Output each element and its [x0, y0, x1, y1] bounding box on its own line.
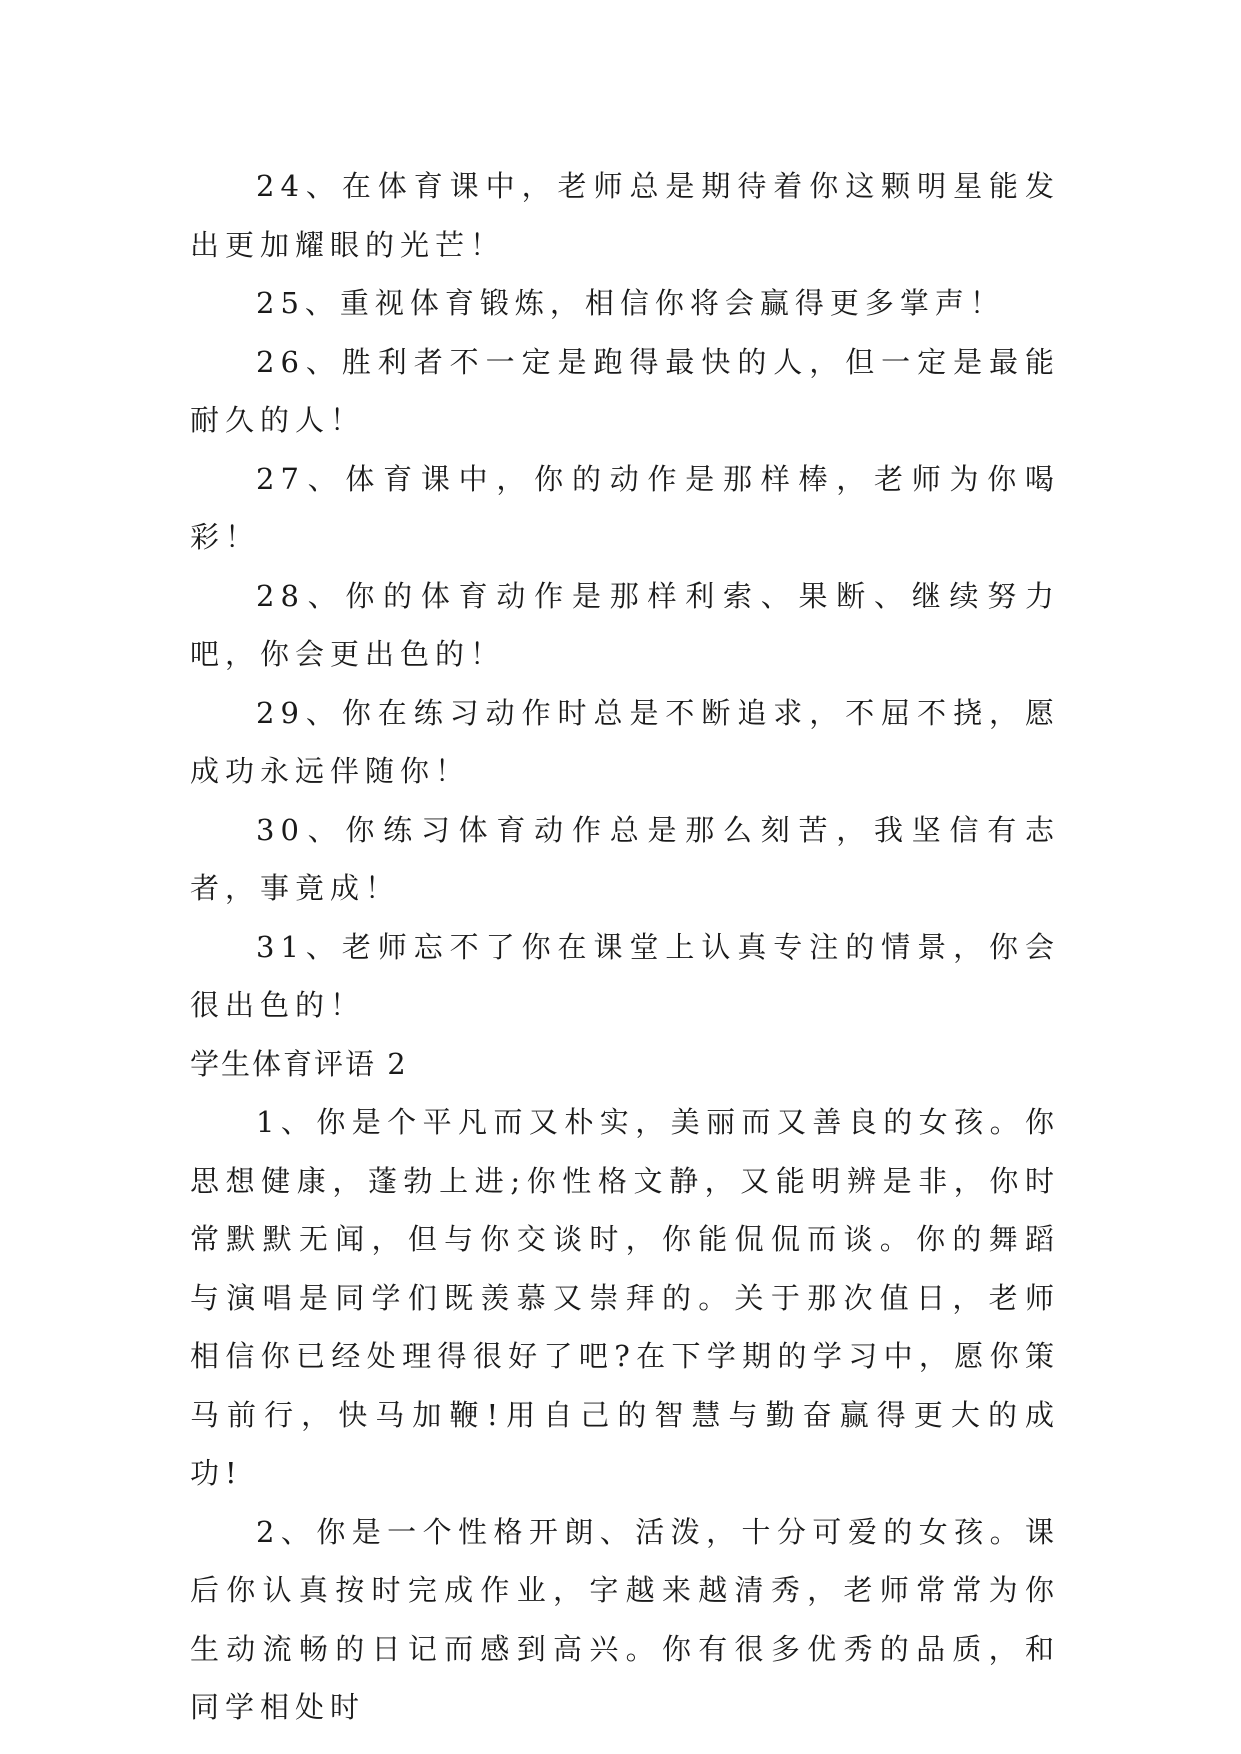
comment-paragraph-29: 29、你在练习动作时总是不断追求，不屈不挠，愿成功永远伴随你！ [190, 695, 1060, 788]
comment-paragraph-2-1: 1、你是个平凡而又朴实，美丽而又善良的女孩。你思想健康，蓬勃上进;你性格文静，又能明辨是非，你时常默默无闻，但与你交谈时，你能侃侃而谈。你的舞蹈与演唱是同学们既羡慕又崇拜的。关于那次值日，老师相信你已经处理得很好了吧?在下学期的学习中，愿你策马前行，快马加鞭!用自己的智慧与勤奋赢得更大的成功! [190, 1105, 1060, 1490]
comment-paragraph-27: 27、体育课中，你的动作是那样棒，老师为你喝彩！ [190, 461, 1060, 554]
comment-paragraph-31: 31、老师忘不了你在课堂上认真专注的情景，你会很出色的！ [190, 929, 1060, 1022]
comment-paragraph-30: 30、你练习体育动作总是那么刻苦，我坚信有志者，事竟成！ [190, 812, 1060, 905]
comment-paragraph-26: 26、胜利者不一定是跑得最快的人，但一定是最能耐久的人！ [190, 344, 1060, 437]
comment-paragraph-25: 25、重视体育锻炼，相信你将会赢得更多掌声！ [256, 286, 1005, 320]
section-heading: 学生体育评语 2 [190, 1046, 408, 1081]
comment-paragraph-24: 24、在体育课中，老师总是期待着你这颗明星能发出更加耀眼的光芒！ [190, 169, 1060, 262]
comment-paragraph-28: 28、你的体育动作是那样利索、果断、继续努力吧，你会更出色的！ [190, 578, 1060, 671]
document-body [190, 157, 1060, 1737]
comment-paragraph-2-2: 2、你是一个性格开朗、活泼，十分可爱的女孩。课后你认真按时完成作业，字越来越清秀，老师常常为你生动流畅的日记而感到高兴。你有很多优秀的品质，和同学相处时 [190, 1514, 1060, 1724]
